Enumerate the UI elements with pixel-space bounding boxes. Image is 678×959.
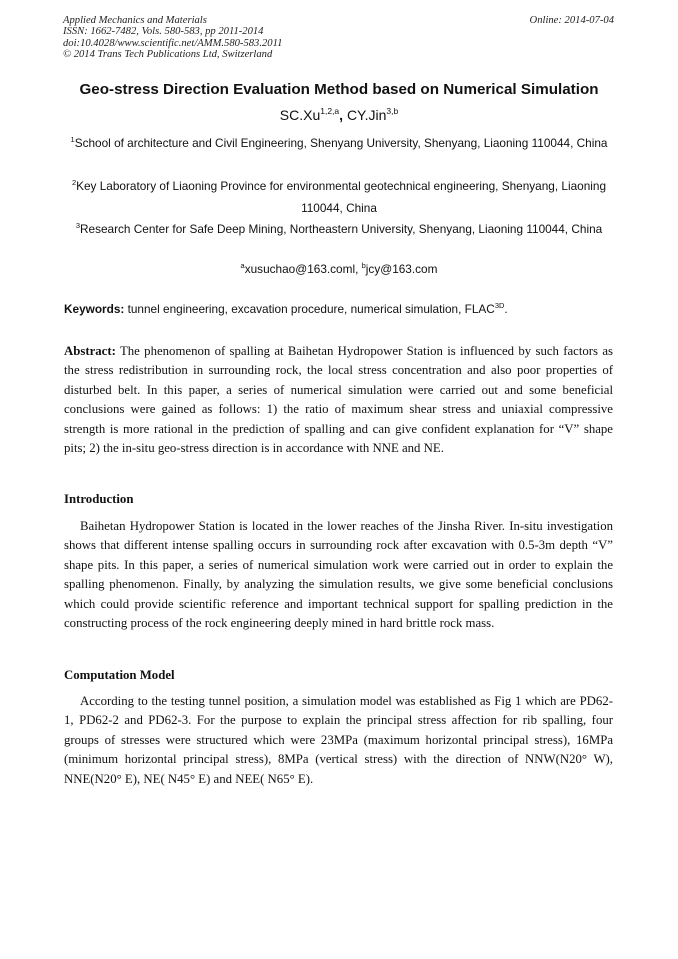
computation-model-text: According to the testing tunnel position, a simulation model was established as Fig 1 which are PD62-1, PD62-2 and PD62-3. For the purpose to explain the principal stress affection for rib spalling, four groups of stresses were structured which were 23MPa (maximum horizontal principal stress), 16MPa (minimum horizontal principal stress), 8MPa (vertical stress) with the direction of NNW(N20° W), NNE(N20° E), NE( N45° E) and NEE( N65° E). [64,694,613,786]
email-line [40,262,638,276]
keywords-sup: 3D [494,301,505,310]
copyright-line: © 2014 Trans Tech Publications Ltd, Switzerland [63,49,273,61]
introduction-text: Baihetan Hydropower Station is located in the lower reaches of the Jinsha River. In-situ investigation shows that different intense spalling occurs in surrounding rock after excavation with 0.5-3m depth “V” shape pits. In this paper, a series of numerical simulation work were carried out in order to explain the spalling phenomenon. Finally, by analyzing the simulation results, we give some beneficial conclusions which could provide scientific reference and important technical support for spalling prediction in the constructing process of the rock engineering deeply mined in hard brittle rock mass. [64,519,613,631]
email-address: jcy@163.com [365,262,438,276]
affiliation-1 [64,132,614,154]
email-separator: , [355,262,362,276]
section-heading-computation-model: Computation Model [64,668,175,682]
online-date: Online: 2014-07-04 [529,15,614,26]
abstract [64,342,613,458]
journal-header [63,15,393,61]
affiliation-3 [64,218,614,240]
author-affil-sup: 3,b [386,106,399,116]
affiliation-2 [64,175,614,219]
email-sup: a [240,261,245,270]
author-affil-sup: 1,2,a [320,106,340,116]
email-address: xusuchao@163.coml [244,262,356,276]
abstract-text: The phenomenon of spalling at Baihetan Hydropower Station is influenced by such factors as the stress redistribution in surrounding rock, the local stress concentration and also poor properties of disturbed belt. In this paper, a series of numerical simulation were carried out and some beneficial conclusions were gained as follows: 1) the ratio of maximum shear stress and uniaxial compressive strength is more rational in the prediction of spalling and can give confident explanation for “V” shape pits; 2) the in-situ geo-stress direction is in accordance with NNE and NE. [64,344,613,456]
paper-title: Geo-stress Direction Evaluation Method based on Numerical Simulation [79,81,599,98]
author-name: SC.Xu [279,107,321,123]
keywords-text: tunnel engineering, excavation procedure, numerical simulation, FLAC [127,302,495,316]
keywords-label: Keywords: [64,302,125,316]
author-name: CY.Jin [346,107,387,123]
issn-line: ISSN: 1662-7482, Vols. 580-583, pp 2011-2014 [63,26,264,38]
keywords-end: . [504,302,508,316]
author-line [40,106,638,123]
author-separator: , [339,107,347,123]
journal-name: Applied Mechanics and Materials [63,15,207,26]
doi-line: doi:10.4028/www.scientific.net/AMM.580-583.2011 [63,37,283,49]
email-sup: b [361,261,366,270]
keywords-line [64,302,618,316]
affiliation-text: Research Center for Safe Deep Mining, Northeastern University, Shenyang, Liaoning 110044, China [79,222,603,236]
affiliation-text: Key Laboratory of Liaoning Province for environmental geotechnical engineering, Shenyang, Liaoning 110044, China [76,179,607,215]
abstract-label: Abstract: [64,344,116,358]
affiliation-sup: 2 [71,178,77,187]
section-heading-introduction: Introduction [64,492,134,506]
affiliation-sup: 1 [70,135,75,144]
affiliation-text: School of architecture and Civil Engineering, Shenyang University, Shenyang, Liaoning 110044, China [74,136,608,150]
affiliation-sup: 3 [75,221,80,230]
